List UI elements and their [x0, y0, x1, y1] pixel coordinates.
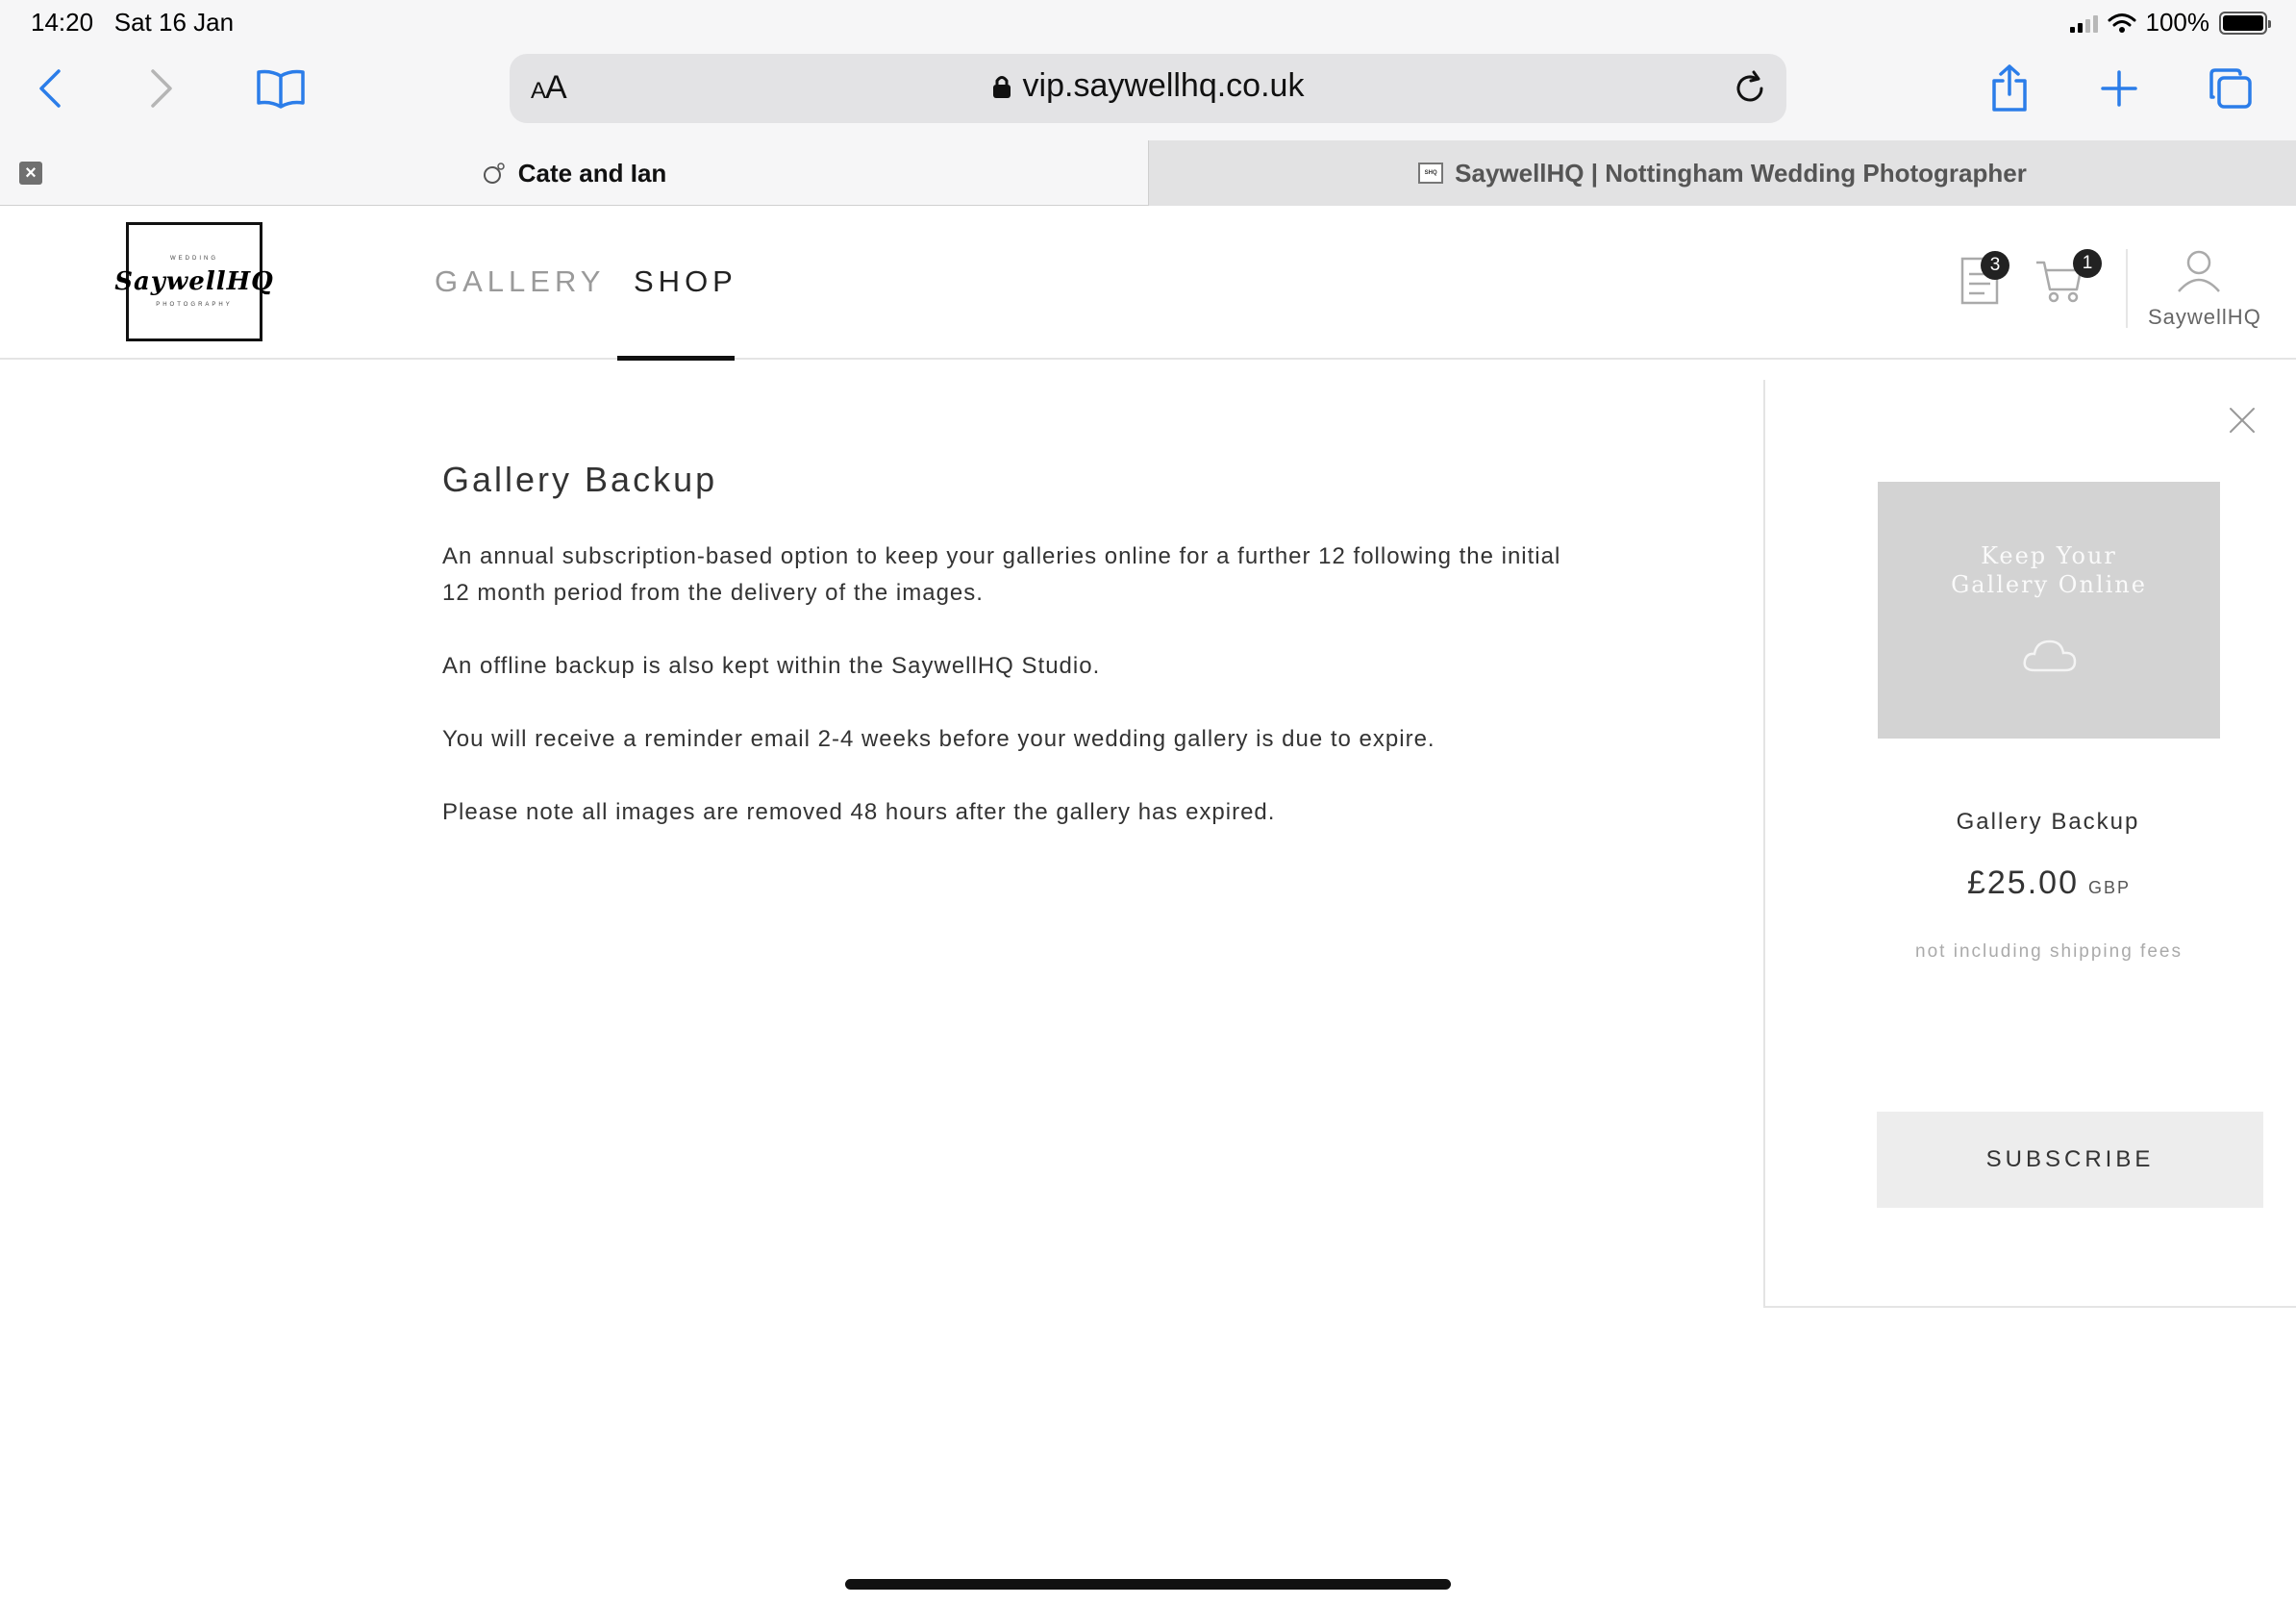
chevron-right-icon — [147, 67, 176, 110]
tab-cate-and-ian[interactable] — [0, 140, 1148, 206]
lock-icon — [992, 74, 1011, 99]
status-time — [31, 8, 234, 38]
site-header — [0, 207, 2296, 360]
address-bar[interactable] — [510, 54, 1786, 123]
url-text: vip.saywellhq.co.uk — [1022, 67, 1305, 104]
new-tab-button[interactable] — [2090, 60, 2148, 117]
favorites-count-badge: 3 — [1981, 251, 2009, 280]
price-amount: £25.00 — [1966, 865, 2079, 901]
user-icon — [2175, 247, 2223, 295]
product-side-panel — [1763, 380, 2296, 1308]
panel-product-name: Gallery Backup — [1956, 809, 2140, 835]
battery-icon — [2219, 12, 2267, 35]
forward-button[interactable] — [133, 60, 190, 117]
header-divider — [2126, 249, 2128, 328]
close-icon[interactable] — [2227, 405, 2258, 436]
logo-top-text: WEDDING — [170, 256, 218, 262]
description-paragraph: You will receive a reminder email 2-4 weeks before your wedding gallery is due to expire. — [442, 726, 1435, 752]
wifi-icon — [2108, 13, 2136, 34]
date: Sat 16 Jan — [113, 8, 235, 37]
product-title: Gallery Backup — [442, 460, 718, 499]
cart-count-badge: 1 — [2073, 249, 2102, 278]
subscribe-button[interactable]: SUBSCRIBE — [1877, 1112, 2263, 1208]
image-caption-line: Gallery Online — [1951, 571, 2147, 598]
description-paragraph: An annual subscription-based option to keep your galleries online for a further 12 following the initial 12 month period from the delivery of the images. — [442, 543, 1561, 606]
description-paragraph: Please note all images are removed 48 hours after the gallery has expired. — [442, 799, 1276, 825]
close-tab-icon[interactable]: × — [19, 162, 42, 185]
reload-icon[interactable] — [1729, 67, 1771, 110]
user-account-button[interactable] — [2175, 247, 2233, 305]
logo-main-text: SaywellHQ — [114, 267, 274, 296]
book-icon — [256, 68, 306, 109]
clock: 14:20 — [31, 8, 94, 37]
ring-favicon-icon — [482, 161, 507, 186]
nav-shop[interactable]: SHOP — [634, 264, 737, 298]
site-logo[interactable] — [114, 222, 274, 341]
logo-bottom-text: PHOTOGRAPHY — [156, 302, 233, 308]
price-currency: GBP — [2087, 878, 2131, 897]
browser-toolbar — [0, 44, 2296, 140]
tab-saywellhq[interactable] — [1148, 140, 2296, 206]
text-size-button[interactable]: AA — [531, 69, 566, 106]
cellular-signal-icon — [2070, 13, 2098, 33]
panel-price — [1861, 865, 2236, 902]
share-icon — [1990, 63, 2029, 113]
tab-bar — [0, 140, 2296, 206]
bookmarks-button[interactable] — [252, 60, 310, 117]
plus-icon — [2100, 69, 2138, 108]
favorites-list-button[interactable] — [1958, 253, 2015, 311]
battery-percent: 100% — [2145, 8, 2209, 37]
tabs-overview-button[interactable] — [2202, 60, 2259, 117]
url-display[interactable] — [510, 67, 1786, 105]
cloud-icon — [2021, 636, 2079, 674]
product-image-caption — [1878, 541, 2220, 599]
share-button[interactable] — [1981, 60, 2038, 117]
nav-gallery[interactable]: GALLERY — [435, 264, 606, 298]
description-paragraph: An offline backup is also kept within the SaywellHQ Studio. — [442, 653, 1101, 679]
status-indicators — [2070, 8, 2268, 38]
shipping-note: not including shipping fees — [1915, 941, 2183, 962]
cart-button[interactable] — [2034, 253, 2092, 311]
tab-title: SaywellHQ | Nottingham Wedding Photographer — [1455, 158, 2027, 188]
status-bar — [0, 0, 2296, 44]
active-nav-indicator — [617, 356, 735, 361]
back-button[interactable] — [21, 60, 79, 117]
saywellhq-favicon-icon: SHQ — [1418, 161, 1443, 186]
tab-title: Cate and Ian — [517, 158, 667, 188]
chevron-left-icon — [36, 67, 64, 110]
user-name-label[interactable]: SaywellHQ — [2148, 305, 2261, 329]
image-caption-line: Keep Your — [1981, 542, 2117, 569]
tabs-icon — [2208, 66, 2254, 111]
home-indicator[interactable] — [845, 1579, 1451, 1590]
product-image — [1878, 482, 2220, 739]
